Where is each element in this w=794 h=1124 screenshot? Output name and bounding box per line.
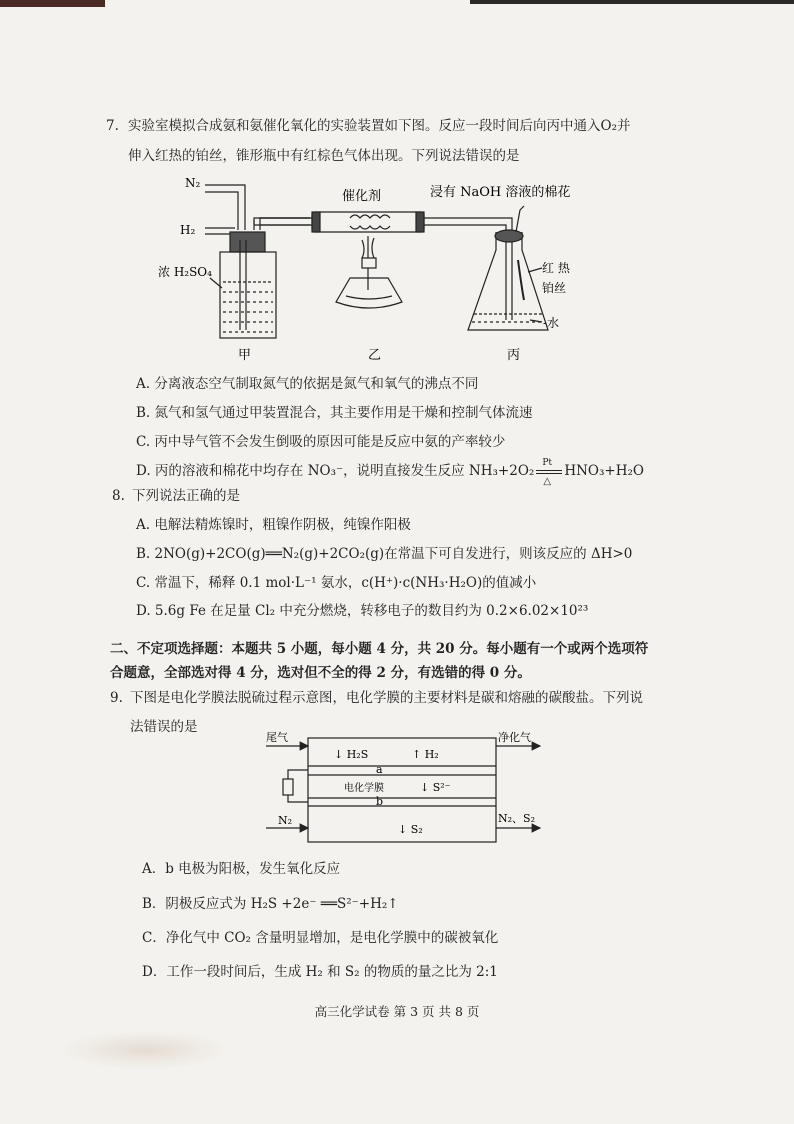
q7-option-d bbox=[136, 457, 644, 487]
q7-apparatus-figure bbox=[150, 170, 590, 370]
label-n2-s2-out: N₂、S₂ bbox=[498, 812, 535, 825]
q9-option-a: A．b 电极为阳极，发生氧化反应 bbox=[142, 861, 341, 877]
label-catalyst: 催化剂 bbox=[342, 189, 382, 204]
label-bing: 丙 bbox=[507, 348, 521, 363]
q7-option-d-catalyst: Pt bbox=[542, 457, 552, 468]
q7-stem-line2: 伸入红热的铂丝，锥形瓶中有红棕色气体出现。下列说法错误的是 bbox=[128, 148, 520, 164]
q9-option-d: D．工作一段时间后，生成 H₂ 和 S₂ 的物质的量之比为 2:1 bbox=[142, 964, 498, 980]
top-edge-dark-left bbox=[0, 0, 105, 7]
label-tail-gas: 尾气 bbox=[266, 731, 288, 744]
q7-option-a: A. 分离液态空气制取氮气的依据是氮气和氧气的沸点不同 bbox=[136, 376, 479, 392]
label-water: -水 bbox=[543, 316, 560, 330]
top-edge-dark-right bbox=[470, 0, 794, 4]
label-h2s: ↓ H₂S bbox=[334, 748, 369, 761]
q9-stem-line2: 法错误的是 bbox=[130, 719, 198, 735]
section2-line2: 合题意，全部选对得 4 分，选对但不全的得 2 分，有选错的得 0 分。 bbox=[110, 665, 531, 681]
top-edge bbox=[0, 0, 794, 8]
q8-option-b: B. 2NO(g)+2CO(g)══N₂(g)+2CO₂(g)在常温下可自发进行，则该反应的 ΔH>0 bbox=[136, 546, 633, 562]
resistor bbox=[283, 779, 293, 795]
q8-number: 8. bbox=[112, 488, 125, 504]
q8-option-c: C. 常温下，稀释 0.1 mol·L⁻¹ 氨水，c(H⁺)·c(NH₃·H₂O)的值减小 bbox=[136, 575, 537, 591]
q7-number: 7. bbox=[106, 118, 119, 134]
label-yi: 乙 bbox=[368, 348, 382, 363]
q7-stem-line1: 实验室模拟合成氨和氨催化氧化的实验装置如下图。反应一段时间后向丙中通入O₂并 bbox=[128, 118, 631, 134]
label-clean-gas: 净化气 bbox=[498, 731, 531, 744]
q9-number: 9. bbox=[110, 690, 123, 706]
label-s2-ion: ↓ S²⁻ bbox=[420, 781, 451, 794]
q8-option-d: D. 5.6g Fe 在足量 Cl₂ 中充分燃烧，转移电子的数目约为 0.2×6.02×10²³ bbox=[136, 603, 589, 619]
q7-option-d-arrow bbox=[534, 457, 564, 487]
q9-option-b: B．阴极反应式为 H₂S +2e⁻ ══S²⁻+H₂↑ bbox=[142, 896, 399, 912]
label-jia: 甲 bbox=[238, 348, 252, 363]
label-h2: ↑ H₂ bbox=[412, 748, 439, 761]
label-h2: H₂ bbox=[180, 223, 196, 237]
page-footer: 高三化学试卷 第 3 页 共 8 页 bbox=[314, 1004, 480, 1019]
label-electrode-a: a bbox=[376, 763, 383, 776]
q7-option-d-before: D. 丙的溶液和棉花中均存在 NO₃⁻，说明直接发生反应 NH₃+2O₂ bbox=[136, 463, 535, 479]
q8-stem: 下列说法正确的是 bbox=[132, 488, 240, 504]
q7-option-d-heat: △ bbox=[543, 475, 552, 487]
scan-smudge bbox=[60, 1030, 230, 1070]
q9-stem-line1: 下图是电化学膜法脱硫过程示意图，电化学膜的主要材料是碳和熔融的碳酸盐。下列说 bbox=[130, 690, 643, 706]
label-hot-wire-2: 铂丝 bbox=[542, 281, 567, 295]
q9-option-c: C．净化气中 CO₂ 含量明显增加，是电化学膜中的碳被氧化 bbox=[142, 930, 499, 946]
label-s2: ↓ S₂ bbox=[398, 823, 423, 836]
q9-membrane-figure bbox=[262, 730, 552, 848]
q8-option-a: A. 电解法精炼镍时，粗镍作阴极，纯镍作阳极 bbox=[136, 517, 411, 533]
catalyst-tube-yi bbox=[312, 212, 424, 308]
label-hot-wire-1: 红 热 bbox=[542, 261, 570, 275]
q7-option-d-after: HNO₃+H₂O bbox=[564, 463, 644, 479]
label-naoh-cotton: 浸有 NaOH 溶液的棉花 bbox=[430, 185, 571, 200]
label-n2: N₂ bbox=[185, 176, 201, 190]
q7-option-b: B. 氮气和氢气通过甲装置混合，其主要作用是干燥和控制气体流速 bbox=[136, 405, 533, 421]
wash-bottle-jia bbox=[205, 185, 310, 338]
label-membrane: 电化学膜 bbox=[344, 783, 384, 794]
label-conc-h2so4: 浓 H₂SO₄ bbox=[158, 265, 212, 279]
label-electrode-b: b bbox=[376, 795, 384, 808]
q7-option-d-eq-line-1 bbox=[536, 470, 562, 471]
tube-jia-yi bbox=[260, 218, 312, 225]
label-n2-in: N₂ bbox=[278, 814, 293, 827]
q7-option-c: C. 丙中导气管不会发生倒吸的原因可能是反应中氨的产率较少 bbox=[136, 434, 506, 450]
section2-line1: 二、不定项选择题：本题共 5 小题，每小题 4 分，共 20 分。每小题有一个或两个选项符 bbox=[110, 641, 649, 657]
